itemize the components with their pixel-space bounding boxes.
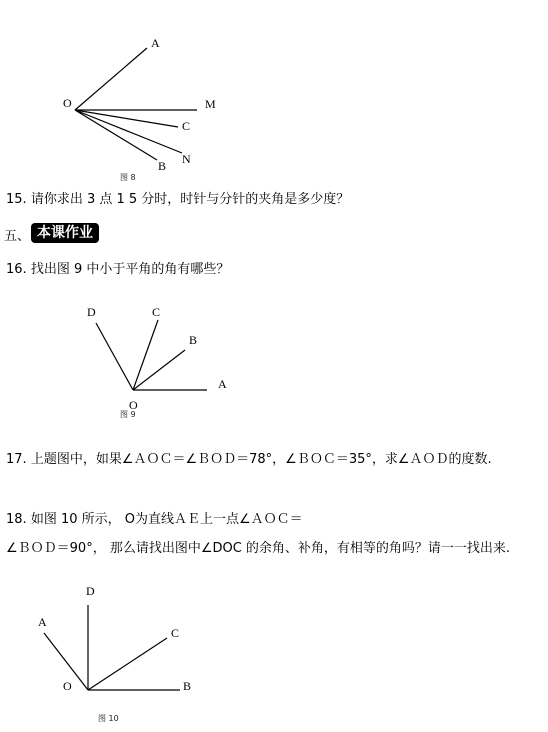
label-d: D	[86, 584, 95, 598]
label-a: A	[218, 377, 227, 391]
question-17-number: 17.	[6, 452, 27, 467]
question-15-number: 15.	[6, 192, 27, 207]
label-m: M	[205, 97, 216, 111]
question-16-number: 16.	[6, 262, 27, 277]
question-18-number: 18.	[6, 512, 27, 527]
label-o: O	[63, 96, 72, 110]
label-c: C	[152, 305, 161, 319]
label-c: C	[182, 119, 191, 133]
label-a: A	[151, 36, 160, 50]
ray-oc	[88, 638, 167, 690]
label-d: D	[87, 305, 96, 319]
label-b: B	[158, 159, 167, 173]
section-5-prefix: 五、	[4, 229, 31, 244]
question-16-text: 找出图 9 中小于平角的角有哪些？	[30, 262, 230, 277]
question-18-text-2: ∠ＢＯＤ＝90°， 那么请找出图中∠DOC 的余角、补角，有相等的角吗？请一一找出来.	[6, 541, 511, 556]
label-n: N	[182, 152, 191, 166]
label-c: C	[171, 626, 180, 640]
label-o: O	[129, 398, 138, 412]
label-b: B	[189, 333, 198, 347]
label-o: O	[63, 679, 72, 693]
label-a: A	[38, 615, 47, 629]
question-15-text: 请你求出 3 点 1 5 分时，时针与分针的夹角是多少度？	[30, 192, 350, 207]
figure-9-caption: 图 9	[120, 410, 136, 419]
question-17-text: 上题图中，如果∠ＡＯＣ＝∠ＢＯＤ＝78°，∠ＢＯＣ＝35°，求∠ＡＯＤ的度数.	[30, 452, 492, 467]
question-18-text-1: 如图 10 所示， O为直线ＡＥ上一点∠ＡＯＣ＝	[30, 512, 303, 527]
homework-badge: 本课作业	[31, 223, 99, 243]
figure-8-caption: 图 8	[120, 173, 136, 182]
label-b: B	[183, 679, 192, 693]
figure-10-caption: 图 10	[98, 714, 119, 723]
